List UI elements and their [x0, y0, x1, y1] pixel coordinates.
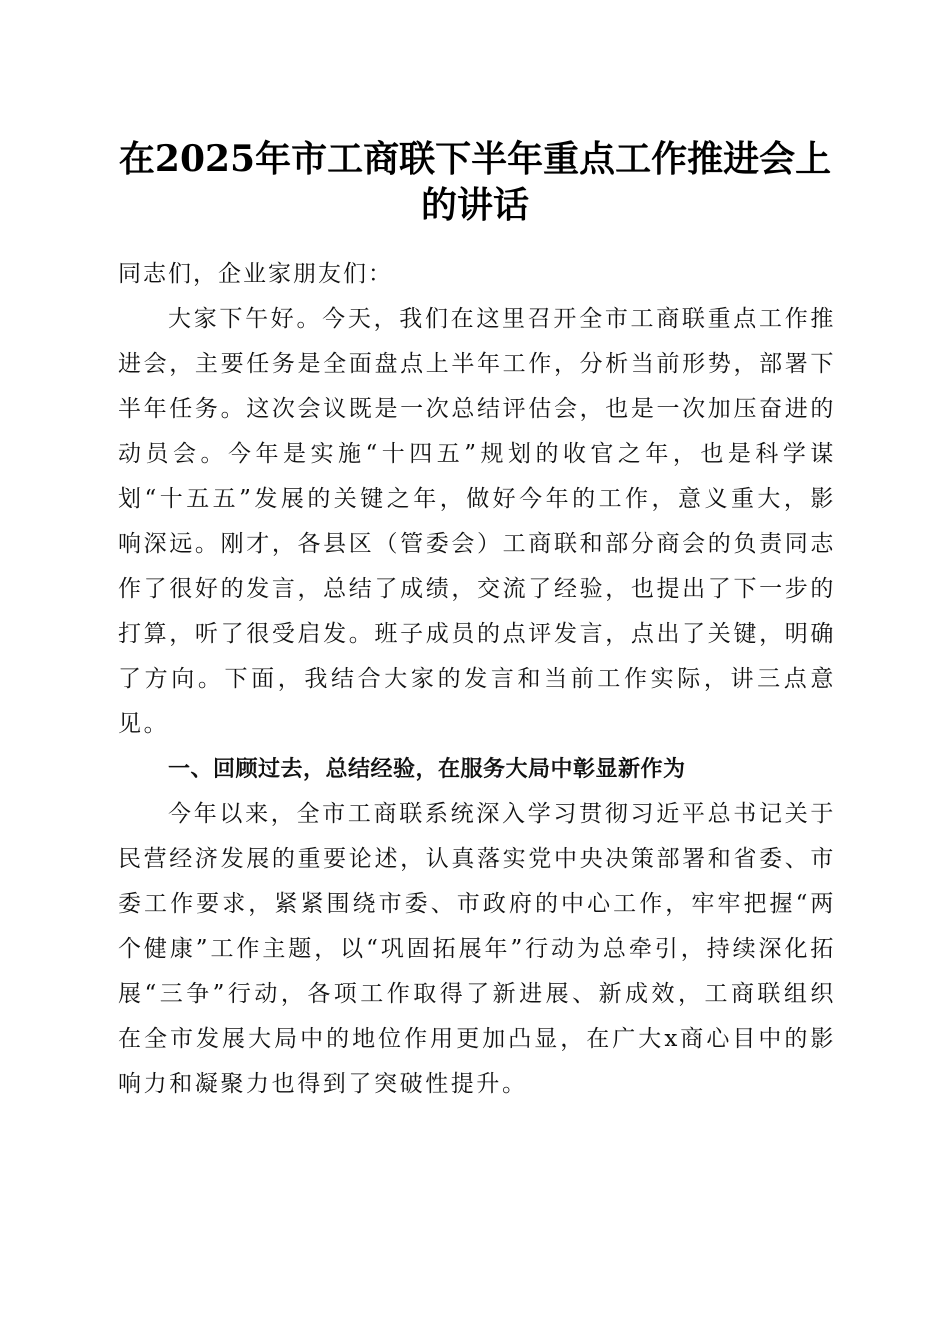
paragraph-review: 今年以来，全市工商联系统深入学习贯彻习近平总书记关于民营经济发展的重要论述，认真落实党中央决策部署和省委、市委工作要求，紧紧围绕市委、市政府的中心工作，牢牢把握“两个健康”工作主题，以“巩固拓展年”行动为总牵引，持续深化拓展“三争”行动，各项工作取得了新进展、新成效，工商联组织在全市发展大局中的地位作用更加凸显，在广大x商心目中的影响力和凝聚力也得到了突破性提升。 [118, 801, 836, 1097]
salutation: 同志们，企业家朋友们： [118, 261, 393, 287]
title-line-2: 的讲话 [420, 184, 529, 226]
document-title [110, 136, 840, 228]
paragraph-opening: 大家下午好。今天，我们在这里召开全市工商联重点工作推进会，主要任务是全面盘点上半年工作，分析当前形势，部署下半年任务。这次会议既是一次总结评估会，也是一次加压奋进的动员会。今年是实施“十四五”规划的收官之年，也是科学谋划“十五五”发展的关键之年，做好今年的工作，意义重大，影响深远。刚才，各县区（管委会）工商联和部分商会的负责同志作了很好的发言，总结了成绩，交流了经验，也提出了下一步的打算，听了很受启发。班子成员的点评发言，点出了关键，明确了方向。下面，我结合大家的发言和当前工作实际，讲三点意见。 [118, 306, 836, 737]
title-line-1: 在2025年市工商联下半年重点工作推进会上 [118, 138, 832, 180]
section-heading-1: 一、回顾过去，总结经验，在服务大局中彰显新作为 [168, 757, 686, 782]
document-body [118, 252, 836, 1107]
